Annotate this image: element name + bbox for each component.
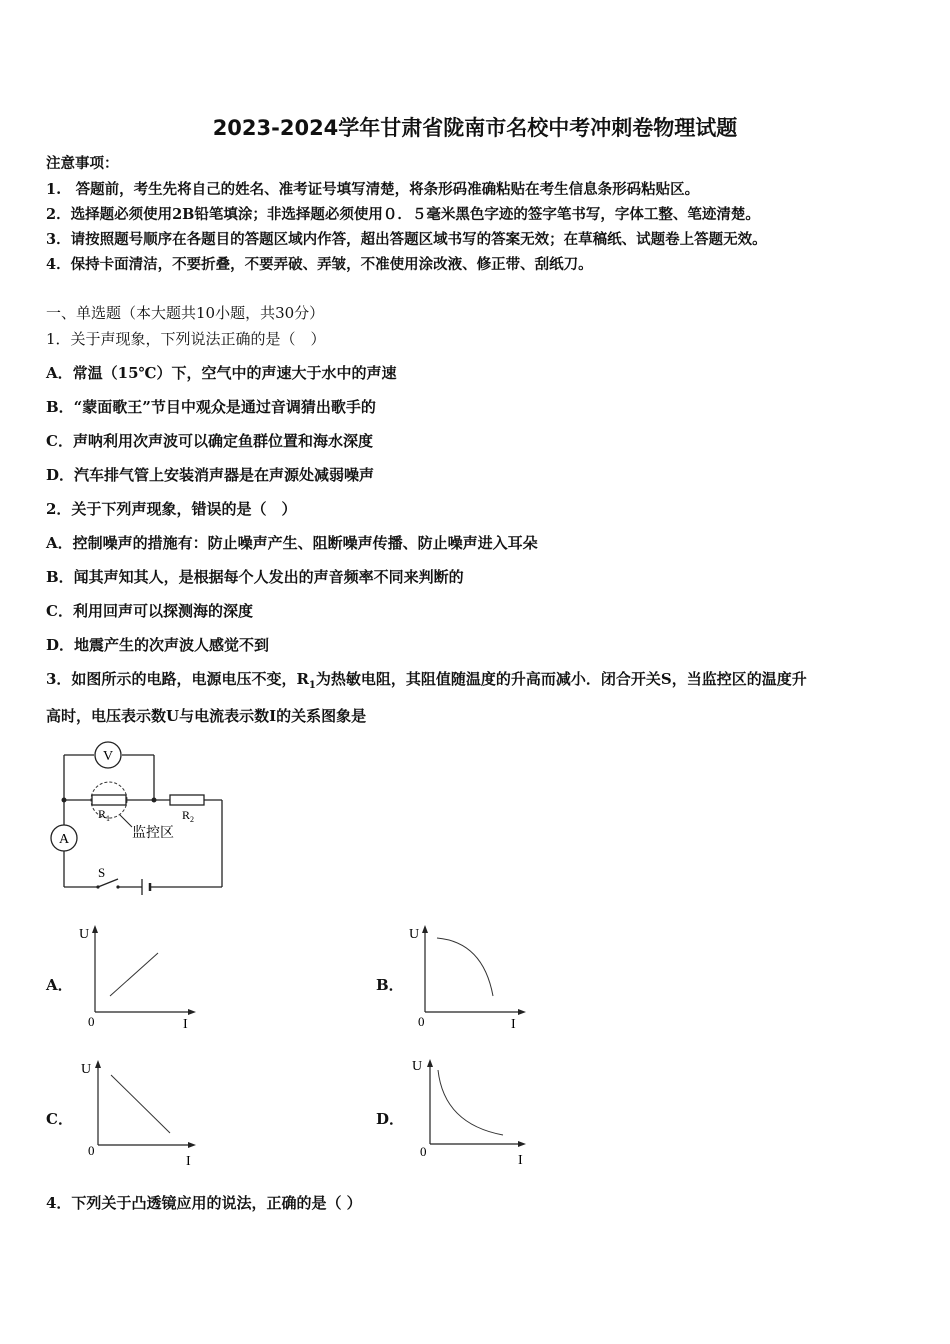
graph-option-d	[408, 1052, 538, 1170]
question-4-stem: 4．下列关于凸透镜应用的说法，正确的是（ ）	[46, 1194, 362, 1212]
question-2-option-b: B．闻其声知其人，是根据每个人发出的声音频率不同来判断的	[46, 568, 464, 586]
graph-curve	[438, 1070, 503, 1135]
question-1-option-c: C．声呐利用次声波可以确定鱼群位置和海水深度	[46, 432, 373, 450]
question-1-option-b: B．“蒙面歌王”节目中观众是通过音调猜出歌手的	[46, 398, 376, 416]
origin-label: 0	[418, 1014, 425, 1029]
question-3-stem	[46, 668, 807, 691]
question-1-stem: 1．关于声现象，下列说法正确的是（ ）	[46, 330, 326, 348]
notice-item: 3．请按照题号顺序在各题目的答题区域内作答，超出答题区域书写的答案无效；在草稿纸、试题卷上答题无效。	[46, 231, 767, 248]
r2-label: $R_2$	[182, 808, 195, 824]
subscript: 1	[308, 680, 316, 691]
origin-label: 0	[88, 1014, 95, 1029]
y-axis-label: U	[79, 927, 90, 942]
graph-option-b	[405, 920, 535, 1035]
notice-item: 2．选择题必须使用2B铅笔填涂；非选择题必须使用０．５毫米黑色字迹的签字笔书写，字体工整、笔迹清楚。	[46, 206, 760, 223]
page-title: 2023-2024学年甘肃省陇南市名校中考冲刺卷物理试题	[212, 116, 738, 140]
question-2-stem: 2．关于下列声现象，错误的是（ ）	[46, 500, 297, 518]
question-3-stem-line-2: 高时，电压表示数U与电流表示数I的关系图象是	[46, 707, 367, 725]
question-1-option-a: A．常温（15℃）下，空气中的声速大于水中的声速	[46, 364, 397, 382]
x-axis-label: I	[186, 1154, 191, 1169]
resistor-r1-icon	[92, 795, 126, 805]
notice-item: 4．保持卡面清洁，不要折叠，不要弄破、弄皱，不准使用涂改液、修正带、刮纸刀。	[46, 256, 593, 273]
question-2-option-c: C．利用回声可以探测海的深度	[46, 602, 253, 620]
ammeter-label: A	[59, 832, 70, 847]
notice-heading: 注意事项：	[46, 155, 119, 172]
x-axis-label: I	[518, 1153, 523, 1168]
question-1-option-d: D．汽车排气管上安装消声器是在声源处减弱噪声	[46, 466, 375, 484]
option-d-label: D．	[376, 1110, 405, 1128]
graph-option-c	[78, 1055, 208, 1170]
question-2-option-d: D．地震产生的次声波人感觉不到	[46, 636, 270, 654]
notice-item: 1. 答题前，考生先将自己的姓名、准考证号填写清楚，将条形码准确粘贴在考生信息条形码粘贴区。	[46, 181, 700, 198]
switch-icon	[98, 879, 118, 887]
graph-curve	[111, 1075, 170, 1133]
r1-label: $R_1$	[98, 807, 111, 823]
question-3-stem-part: 为热敏电阻，其阻值随温度的升高而减小．闭合开关S，当监控区的温度升	[315, 670, 807, 688]
question-2-option-a: A．控制噪声的措施有：防止噪声产生、阻断噪声传播、防止噪声进入耳朵	[46, 534, 538, 552]
y-axis-label: U	[409, 927, 420, 942]
option-c-label: C．	[46, 1110, 73, 1128]
circuit-diagram	[40, 735, 240, 900]
graph-curve	[437, 938, 493, 996]
question-3-stem-part: 3．如图所示的电路，电源电压不变，R	[46, 670, 309, 688]
option-a-label: A．	[46, 976, 73, 994]
y-axis-label: U	[412, 1059, 423, 1074]
option-b-label: B．	[376, 976, 404, 994]
graph-curve	[110, 953, 158, 996]
graph-option-a	[75, 920, 205, 1035]
x-axis-label: I	[511, 1017, 516, 1032]
resistor-r2-icon	[170, 795, 204, 805]
monitor-zone-label: 监控区	[132, 826, 174, 841]
section-heading: 一、单选题（本大题共10小题，共30分）	[46, 304, 325, 322]
origin-label: 0	[420, 1144, 427, 1159]
switch-label: S	[98, 865, 106, 880]
y-axis-label: U	[81, 1062, 92, 1077]
origin-label: 0	[88, 1143, 95, 1158]
x-axis-label: I	[183, 1017, 188, 1032]
voltmeter-label: V	[103, 749, 114, 764]
